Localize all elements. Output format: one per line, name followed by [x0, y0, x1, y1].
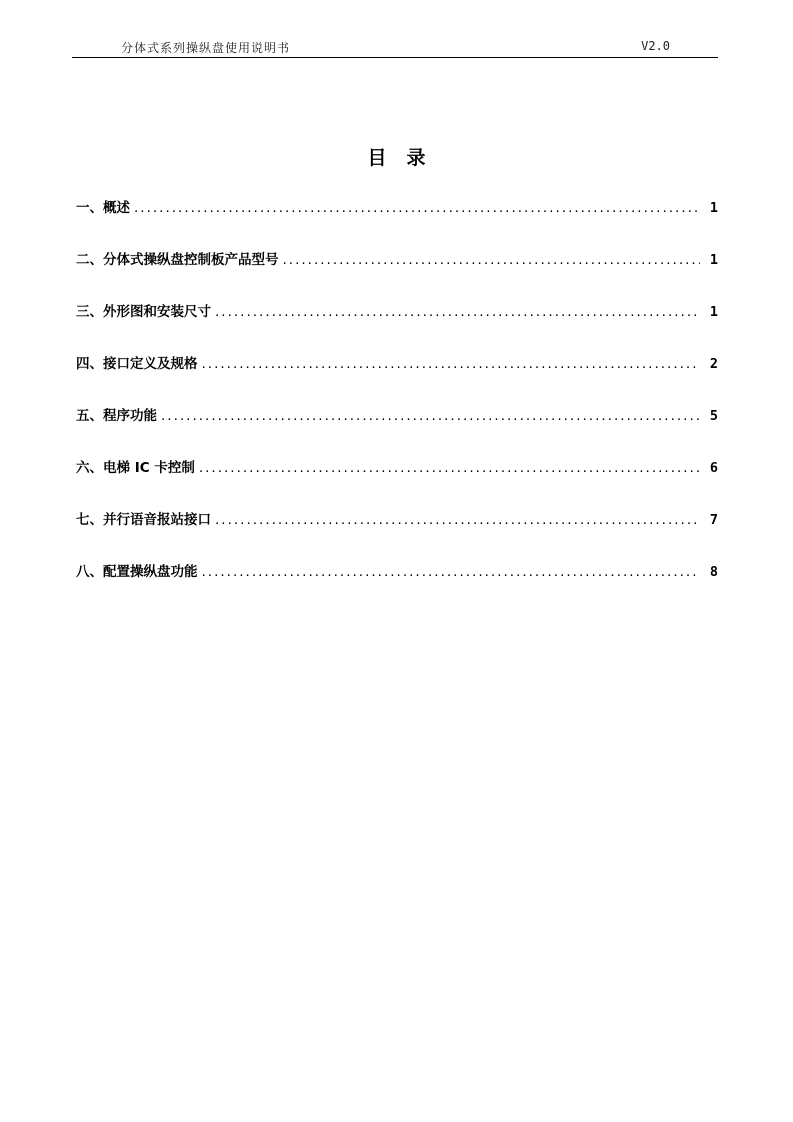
toc-entry[interactable] [76, 456, 718, 508]
toc-leader-dots [215, 304, 700, 320]
toc-entry[interactable] [76, 508, 718, 560]
toc-entry[interactable] [76, 352, 718, 404]
toc-entry-page: 2 [709, 356, 718, 372]
toc-entry-page: 6 [709, 460, 718, 476]
toc-entry-page: 1 [709, 304, 718, 320]
toc-leader-dots [215, 512, 700, 528]
toc-entry[interactable] [76, 404, 718, 456]
document-title: 分体式系列操纵盘使用说明书 [121, 41, 291, 55]
document-version: V2.0 [641, 39, 670, 53]
toc-heading: 目录 [367, 147, 446, 169]
toc-entry[interactable] [76, 248, 718, 300]
page-header [72, 37, 718, 58]
toc-leader-dots [283, 252, 701, 268]
toc-entry-label: 三、外形图和安装尺寸 [76, 304, 211, 320]
toc-leader-dots [202, 356, 701, 372]
toc-leader-dots [161, 408, 700, 424]
toc-entry[interactable] [76, 560, 718, 612]
table-of-contents [76, 196, 718, 612]
toc-entry-label: 五、程序功能 [76, 408, 157, 424]
toc-entry-label: 四、接口定义及规格 [76, 356, 198, 372]
toc-entry-page: 1 [709, 200, 718, 216]
toc-entry-page: 8 [709, 564, 718, 580]
toc-entry-label: 六、电梯 IC 卡控制 [76, 460, 195, 476]
toc-entry-label: 一、概述 [76, 200, 130, 216]
toc-entry-page: 7 [709, 512, 718, 528]
toc-entry[interactable] [76, 196, 718, 248]
toc-entry-label: 七、并行语音报站接口 [76, 512, 211, 528]
toc-entry[interactable] [76, 300, 718, 352]
toc-entry-label: 二、分体式操纵盘控制板产品型号 [76, 252, 279, 268]
toc-entry-page: 1 [709, 252, 718, 268]
toc-leader-dots [199, 460, 700, 476]
toc-entry-page: 5 [709, 408, 718, 424]
toc-leader-dots [134, 200, 700, 216]
toc-entry-label: 八、配置操纵盘功能 [76, 564, 198, 580]
toc-leader-dots [202, 564, 701, 580]
